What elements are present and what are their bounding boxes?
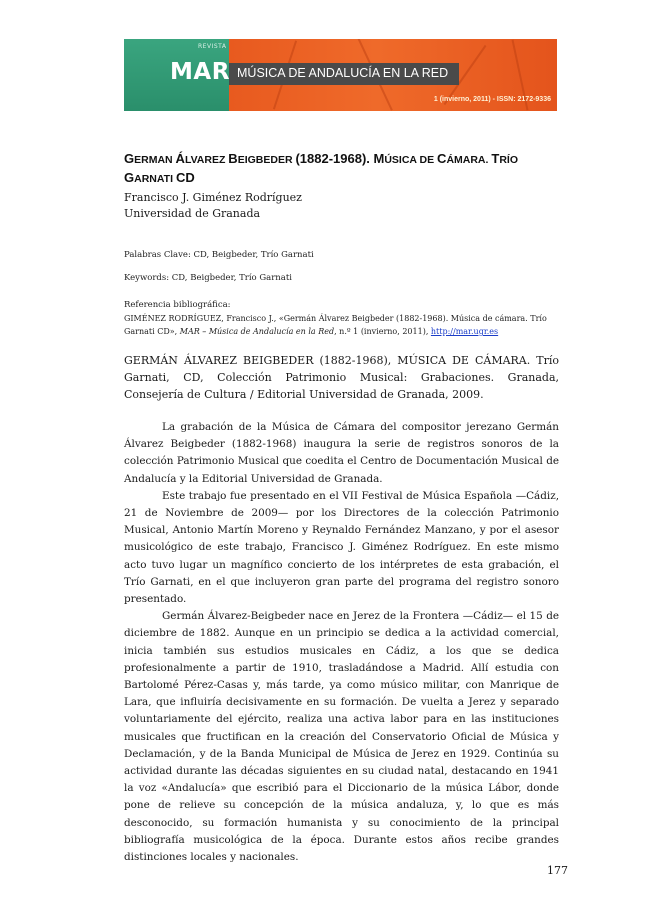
journal-logo: MAR (170, 59, 230, 85)
article-body (124, 419, 559, 866)
keywords: Keywords: CD, Beigbeder, Trío Garnati (124, 273, 292, 283)
article-title (124, 150, 564, 188)
title-part-large: T (491, 151, 500, 166)
journal-banner (124, 39, 557, 111)
title-part-large: Á (175, 151, 185, 166)
palabras-clave: Palabras Clave: CD, Beigbeder, Trío Garnati (124, 250, 314, 260)
reference-label: Referencia bibliográfica: (124, 300, 231, 310)
title-part-small: RÍO (499, 154, 518, 166)
body-paragraph: Este trabajo fue presentado en el VII Festival de Música Española —Cádiz, 21 de Noviembre de 2009— por los Directores de la colección Patrimonio Musical, Antonio Martín Moreno y Reynaldo Fernández Manzano, y por el asesor musicológico de este trabajo, Francisco J. Giménez Rodríguez. En este mismo acto tuvo lugar un magnífico concierto de los intérpretes de esta grabación, el Trío Garnati, en el que incluyeron gran parte del programa del registro sonoro presentado. (124, 489, 559, 606)
ref-author: GIMÉNEZ RODRÍGUEZ (124, 314, 222, 323)
ref-text-2: , n.º 1 (invierno, 2011), (334, 327, 431, 336)
title-part-large: G (124, 170, 135, 185)
title-part-small: ÚSICA DE (384, 154, 438, 166)
body-paragraph: Germán Álvarez-Beigbeder nace en Jerez de la Frontera —Cádiz— el 15 de diciembre de 1882. Aunque en un principio se dedica a la actividad comercial, inicia también sus estudios musicales en Cádiz, a los que se dedica profesionalmente a partir de 1910, trasladándose a Madrid. Allí estudia con Bartolomé Pérez-Casas y, más tarde, ya como músico militar, con Manrique de Lara, que influiría decisivamente en su formación. De vuelta a Jerez y separado voluntariamente del ejército, realiza una activa labor para en las instituciones musicales que fructifican en la creación del Conservatorio Oficial de Música y Declamación, y de la Banda Municipal de Música de Jerez en 1929. Continúa su actividad durante las décadas siguientes en su ciudad natal, destacando en 1941 la voz «Andalucía» que escribió para el Diccionario de la música Lábor, donde pone de relieve su concepción de la música andaluza, y, lo que es más desconocido, su formación humanista y su conocimiento de la principal bibliografía musicológica de la época. Durante estos años recibe grandes distinciones locales y nacionales. (124, 610, 559, 864)
review-subject-heading: GERMÁN ÁLVAREZ BEIGBEDER (1882-1968), MÚSICA DE CÁMARA. Trío Garnati, CD, Colección Patrimonio Musical: Grabaciones. Granada, Consejería de Cultura / Editorial Universidad de Granada, 2009. (124, 354, 559, 401)
title-part-large: G (124, 151, 135, 166)
title-part-large: (1882-1968). M (295, 151, 385, 166)
title-part-small: ÁMARA. (446, 154, 492, 166)
issue-info: 1 (invierno, 2011) - ISSN: 2172-9336 (433, 96, 551, 103)
title-part-small: LVAREZ (184, 154, 229, 166)
author-block (124, 190, 302, 222)
title-part-large: C (437, 151, 447, 166)
banner-revista-label: REVISTA (198, 43, 227, 50)
ref-text-1: , Francisco J., «Germán Álvarez Beigbeder (1882-1968). Música de cámara. Trío Garnati CD», (124, 314, 547, 336)
ref-journal: MAR – Música de Andalucía en la Red (179, 327, 335, 336)
bibliographic-reference (124, 312, 564, 338)
title-part-small: ERMAN (134, 154, 176, 166)
title-part-large: B (228, 151, 238, 166)
author-name: Francisco J. Giménez Rodríguez (124, 191, 302, 204)
page-number: 177 (547, 864, 568, 877)
title-part-large: CD (175, 170, 195, 185)
journal-subtitle: MÚSICA DE ANDALUCÍA EN LA RED (237, 66, 449, 80)
title-part-small: ARNATI (134, 173, 176, 185)
title-part-small: EIGBEDER (237, 154, 296, 166)
ref-url-link[interactable]: http://mar.ugr.es (430, 327, 499, 336)
body-paragraph: La grabación de la Música de Cámara del compositor jerezano Germán Álvarez Beigbeder (1882-1968) inaugura la serie de registros sonoros de la colección Patrimonio Musical que coedita el Centro de Documentación Musical de Andalucía y la Editorial Universidad de Granada. (124, 421, 559, 485)
author-affiliation: Universidad de Granada (124, 207, 261, 220)
